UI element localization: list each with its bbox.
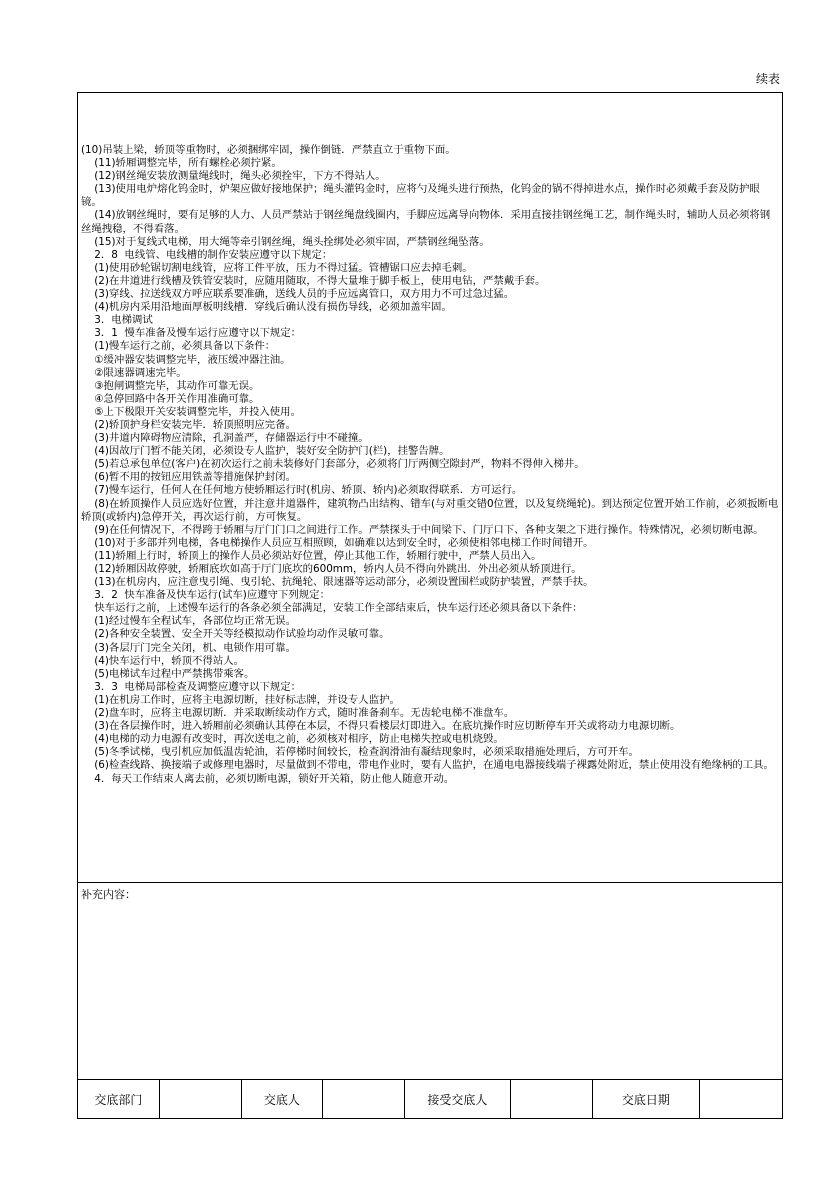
body-line: (10)对于多部并列电梯，各电梯操作人员应互相照顾，如确难以达到安全时，必须使相邻电梯工作时间错开。 bbox=[81, 536, 594, 549]
body-line: (13)在机房内，应注意曳引绳、曳引轮、抗绳轮、限速器等运动部分，必须设置围栏或防护装置，严禁手扶。 bbox=[81, 576, 594, 589]
body-line: 快车运行之前，上述慢车运行的各条必须全部满足，安装工作全部结束后，快车运行还必须具备以下条件： bbox=[81, 602, 583, 615]
signature-row bbox=[78, 1080, 782, 1118]
body-line: (3)在各层操作时，进入轿厢前必须确认其停在本层，不得只看楼层灯即进入。在底坑操作时应切断停车开关或将动力电源切断。 bbox=[81, 720, 681, 733]
body-line: (1)经过慢车全程试车，各部位均正常无误。 bbox=[81, 615, 296, 628]
field-disclosure-date[interactable] bbox=[700, 1080, 782, 1118]
continued-label: 续表 bbox=[755, 72, 780, 86]
body-line: (11)轿厢上行时，轿顶上的操作人员必须站好位置，停止其他工作，轿厢行驶中，严禁人员出入。 bbox=[81, 549, 542, 562]
body-line: (12)轿厢因故停驶，轿厢底坎如高于厅门底坎的600mm，轿内人员不得向外跳出．外出必须从轿顶进行。 bbox=[81, 563, 582, 575]
safety-body-text bbox=[81, 144, 779, 786]
body-line: (3)各层厅门完全关闭，机、电锁作用可靠。 bbox=[81, 641, 296, 654]
body-line: (3)井道内障碍物应清除，孔洞盖严，存储器运行中不碰撞。 bbox=[81, 432, 369, 445]
field-discloser[interactable] bbox=[323, 1080, 405, 1118]
body-line: 3．电梯调试 bbox=[81, 314, 153, 327]
body-line: (1)使用砂轮锯切割电线管，应将工件平放，压力不得过猛。管槽锯口应去掉毛刺。 bbox=[81, 261, 473, 274]
disclosure-table bbox=[77, 92, 783, 1119]
label-recipient: 接受交底人 bbox=[405, 1080, 511, 1118]
body-line: (13)使用电炉熔化钨金时，炉架应做好接地保护；绳头灌钨金时，应将勺及绳头进行预热，化钨金的锅不得掉进水点，操作时必须戴手套及防护眼镜。 bbox=[81, 183, 760, 209]
body-line: (1)慢车运行之前，必须具备以下条件： bbox=[81, 340, 276, 353]
body-line: (2)各种安全装置、安全开关等经模拟动作试验均动作灵敏可靠。 bbox=[81, 628, 390, 641]
body-line: (10)吊装上梁，轿顶等重物时，必须捆绑牢固，操作倒链．严禁直立于重物下面。 bbox=[81, 144, 456, 156]
body-line: (7)慢车运行，任何人在任何地方使轿厢运行时(机房、轿顶、轿内)必须取得联系．方可运行。 bbox=[81, 484, 523, 497]
label-discloser: 交底人 bbox=[242, 1080, 324, 1118]
label-disclosure-dept: 交底部门 bbox=[78, 1080, 160, 1118]
body-line: (4)电梯的动力电源有改变时，再次送电之前，必须核对相序，防止电梯失控或电机烧毁。 bbox=[81, 733, 504, 746]
body-line: ①缓冲器安装调整完毕，液压缓冲器注油。 bbox=[81, 353, 291, 366]
body-line: (5)冬季试梯，曳引机应加低温齿轮油，若停梯时间较长，检查润滑油有凝结现象时，必须采取措施处理后，方可开车。 bbox=[81, 746, 639, 759]
body-line: (3)穿线、拉送线双方呼应联系要准确，送线人员的手应远离管口，双方用力不可过急过猛。 bbox=[81, 288, 515, 301]
body-line: (14)放钢丝绳时，要有足够的人力、人员严禁站于钢丝绳盘线圈内，手脚应远离导向物体．采用直接挂钢丝绳工艺，制作绳头时，辅助人员必须将钢丝绳拽稳，不得看落。 bbox=[81, 209, 771, 235]
body-line: 3．1 慢车准备及慢车运行应遵守以下规定： bbox=[81, 327, 302, 340]
body-line: (1)在机房工作时，应将主电源切断，挂好标志牌，并设专人监护。 bbox=[81, 693, 400, 706]
body-line: ②限速器调速完毕。 bbox=[81, 366, 187, 379]
body-line: ③抱闸调整完毕，其动作可靠无误。 bbox=[81, 379, 260, 392]
body-line: (4)机房内采用沿地面厚板明线槽．穿线后确认没有损伤导线，必须加盖牢固。 bbox=[81, 301, 452, 314]
body-line: (6)检查线路、换接端子或修理电器时，尽量做到不带电，带电作业时，要有人监护，在通电电器接线端子裸露处附近，禁止使用没有绝缘柄的工具。 bbox=[81, 759, 774, 772]
body-line: (6)暂不用的按钮应用铁盖等措施保护封闭。 bbox=[81, 471, 296, 484]
body-line: (9)在任何情况下，不得跨于轿厢与厅门门口之间进行工作。严禁探头于中间梁下、门厅口下、各种支架之下进行操作。特殊情况，必须切断电源。 bbox=[81, 523, 764, 536]
body-line: 4．每天工作结束人离去前，必须切断电源，锁好开关箱，防止他人随意开动。 bbox=[81, 772, 455, 785]
body-line: (4)快车运行中，轿顶不得站人。 bbox=[81, 654, 245, 667]
body-line: (2)轿顶护身栏安装完毕．轿顶照明应完备。 bbox=[81, 418, 296, 431]
label-disclosure-date: 交底日期 bbox=[593, 1080, 701, 1118]
body-line: ④急停回路中各开关作用准确可靠。 bbox=[81, 392, 260, 405]
body-line: 2．8 电线管、电线槽的制作安装应遵守以下规定： bbox=[81, 248, 333, 261]
body-line: (5)若总承包单位(客户)在初次运行之前未装修好门套部分，必须将门厅两侧空隙封严，物料不得伸入梯井。 bbox=[81, 458, 585, 471]
body-line: (15)对于复线式电梯，用大绳等牵引钢丝绳，绳头拴绑处必须牢固，严禁钢丝绳坠落。 bbox=[81, 235, 490, 248]
body-line: 3．2 快车准备及快车运行(试车)应遵守下列规定： bbox=[81, 589, 330, 602]
supplement-label: 补充内容： bbox=[81, 888, 136, 901]
body-line: (8)在轿顶操作人员应选好位置，并注意井道器件，建筑物凸出结构、错车(与对重交错0位置，以及复绕绳轮)。到达预定位置开始工作前，必须扳断电轿顶(或轿内)急停开关，再次运行前，方可恢复。 bbox=[81, 497, 779, 523]
body-line: (11)轿厢调整完毕，所有螺栓必须拧紧。 bbox=[81, 157, 282, 170]
body-line: (12)钢丝绳安装放测量绳线时，绳头必须拴牢，下方不得站人。 bbox=[81, 170, 386, 183]
body-line: (2)在井道进行线槽及铁管安装时，应随用随取，不得大量堆于脚手板上，使用电钻，严禁戴手套。 bbox=[81, 274, 546, 287]
body-line: (2)盘车时，应将主电源切断．并采取断续动作方式，随时准备刹车。无齿轮电梯不准盘车。 bbox=[81, 707, 515, 720]
body-line: ⑤上下极限开关安装调整完毕，并投入使用。 bbox=[81, 405, 301, 418]
field-recipient[interactable] bbox=[511, 1080, 593, 1118]
field-disclosure-dept[interactable] bbox=[160, 1080, 242, 1118]
body-line: (5)电梯试车过程中严禁携带乘客。 bbox=[81, 667, 255, 680]
body-line: 3．3 电梯局部检查及调整应遵守以下规定： bbox=[81, 680, 302, 693]
body-line: (4)因故厅门暂不能关闭，必须设专人监护，装好安全防护门(栏)，挂警告牌。 bbox=[81, 445, 450, 458]
divider-line bbox=[78, 882, 782, 883]
